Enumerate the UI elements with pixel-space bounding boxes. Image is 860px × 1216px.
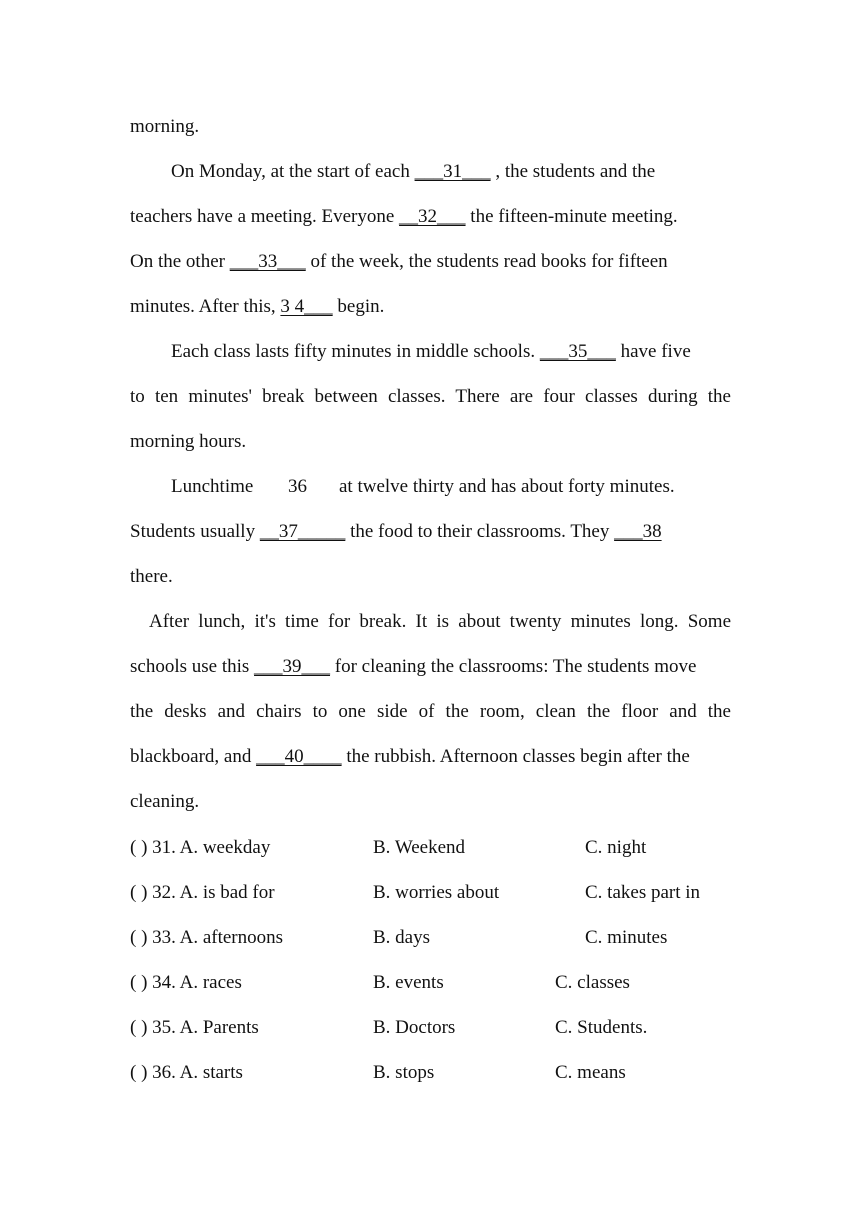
- blank-39: ___39___: [254, 656, 331, 677]
- blank-31: ___31___: [414, 161, 491, 182]
- option-c: C. takes part in: [585, 882, 701, 903]
- option-b: B. days: [373, 927, 430, 948]
- passage-line: [171, 160, 731, 184]
- blank-37: __37_____: [259, 521, 346, 542]
- passage-text: morning.: [130, 116, 200, 137]
- passage-line: [130, 655, 731, 679]
- option-c: C. night: [585, 837, 647, 858]
- blank-33: ___33___: [229, 251, 306, 272]
- blank-36: 36: [288, 476, 307, 497]
- question-stem: ( ) 34. A. races: [130, 972, 242, 993]
- passage-line: [130, 295, 731, 319]
- option-c: C. means: [555, 1062, 626, 1083]
- passage-text: at twelve thirty and has about forty minutes.: [339, 476, 675, 497]
- passage-text: the food to their classrooms. They: [345, 521, 615, 542]
- question-stem: ( ) 33. A. afternoons: [130, 927, 284, 948]
- passage-line: [130, 700, 731, 724]
- option-c: C. Students.: [555, 1017, 648, 1038]
- passage-line: [130, 565, 731, 589]
- passage-text: to ten minutes' break between classes. There are four classes during the: [130, 386, 731, 407]
- option-b: B. Weekend: [373, 837, 466, 858]
- question-stem: ( ) 31. A. weekday: [130, 837, 271, 858]
- blank-35: ___35___: [539, 341, 616, 362]
- passage-text: Students usually: [130, 521, 260, 542]
- blank-34: 3 4___: [280, 296, 333, 317]
- passage-text: the rubbish. Afternoon classes begin after the: [341, 746, 690, 767]
- question-stem: ( ) 32. A. is bad for: [130, 882, 275, 903]
- passage-text: minutes. After this,: [130, 296, 281, 317]
- passage-text: morning hours.: [130, 431, 247, 452]
- passage-text: On Monday, at the start of each: [171, 161, 415, 182]
- question-stem: ( ) 35. A. Parents: [130, 1017, 259, 1038]
- passage-line: [130, 745, 731, 769]
- option-b: B. stops: [373, 1062, 435, 1083]
- option-b: B. Doctors: [373, 1017, 456, 1038]
- question-stem: ( ) 36. A. starts: [130, 1062, 243, 1083]
- passage-text: there.: [130, 566, 173, 587]
- passage-text: After lunch, it's time for break. It is about twenty minutes long. Some: [149, 611, 731, 632]
- passage-text: On the other: [130, 251, 230, 272]
- option-b: B. worries about: [373, 882, 500, 903]
- passage-line: [171, 475, 731, 499]
- passage-line: [149, 610, 731, 634]
- passage-text: blackboard, and: [130, 746, 257, 767]
- passage-line: [130, 205, 731, 229]
- passage-text: teachers have a meeting. Everyone: [130, 206, 400, 227]
- option-b: B. events: [373, 972, 444, 993]
- passage-text: begin.: [332, 296, 385, 317]
- blank-32: __32___: [399, 206, 466, 227]
- passage-line: [130, 790, 731, 814]
- passage-line: [130, 385, 731, 409]
- passage-text: the fifteen-minute meeting.: [465, 206, 678, 227]
- passage-text: schools use this: [130, 656, 255, 677]
- passage-text: the desks and chairs to one side of the room, clean the floor and the: [130, 701, 731, 722]
- blank-40: ___40____: [256, 746, 342, 767]
- passage-text: Lunchtime: [171, 476, 254, 497]
- passage-line: [130, 520, 731, 544]
- option-c: C. minutes: [585, 927, 668, 948]
- passage-text: have five: [615, 341, 691, 362]
- passage-text: of the week, the students read books for fifteen: [305, 251, 668, 272]
- passage-line: [171, 340, 731, 364]
- blank-38: ___38: [614, 521, 662, 542]
- passage-line: [130, 250, 731, 274]
- passage-text: , the students and the: [490, 161, 656, 182]
- passage-text: cleaning.: [130, 791, 200, 812]
- passage-line: [130, 115, 731, 139]
- option-c: C. classes: [555, 972, 630, 993]
- passage-text: Each class lasts fifty minutes in middle schools.: [171, 341, 540, 362]
- passage-text: for cleaning the classrooms: The students move: [330, 656, 697, 677]
- passage-line: [130, 430, 731, 454]
